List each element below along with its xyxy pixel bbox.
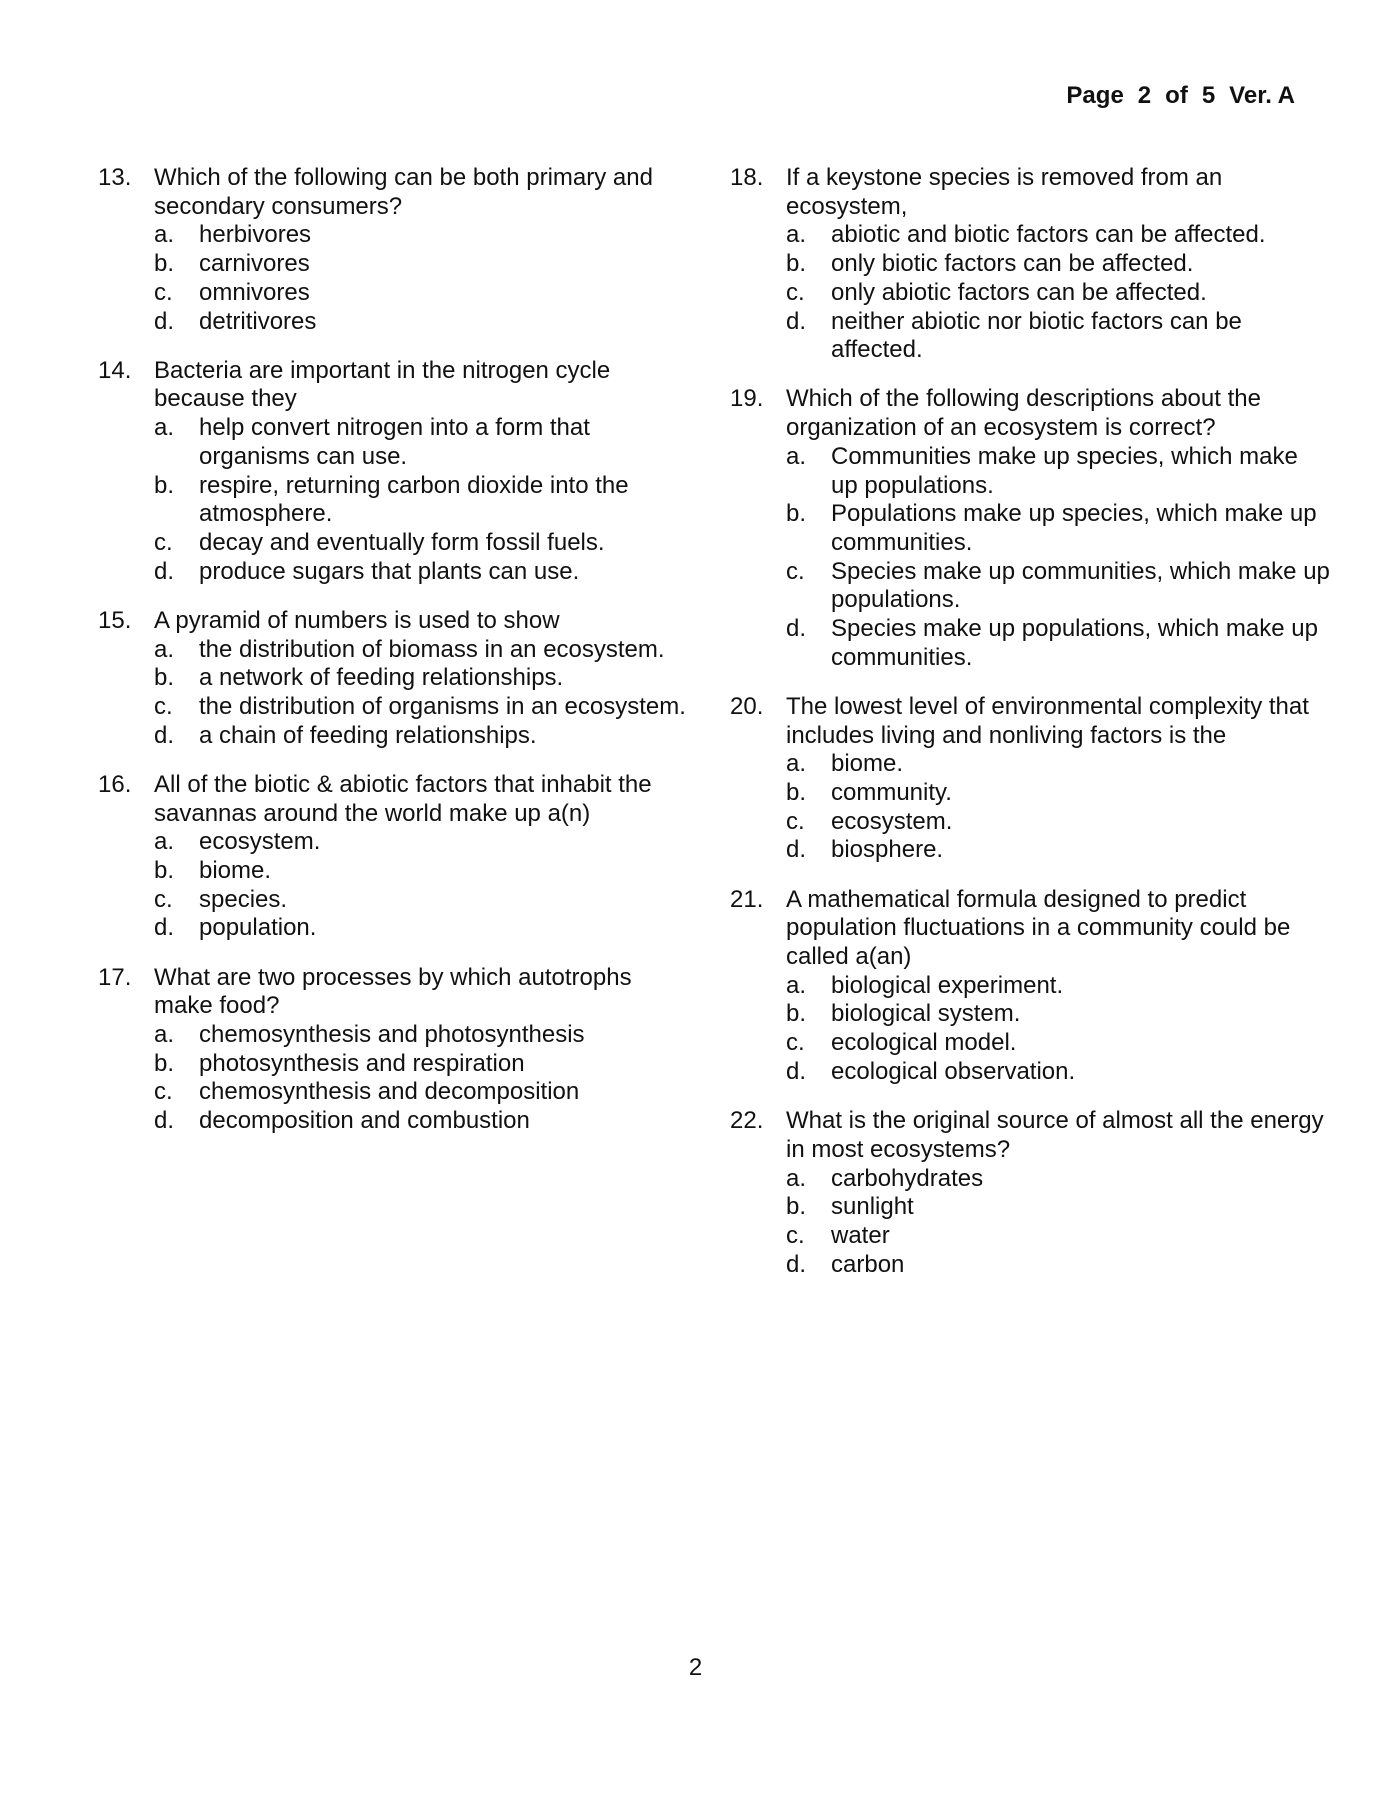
option-text: help convert nitrogen into a form that organisms can use. <box>199 414 590 470</box>
option-letter: c. <box>154 1078 173 1106</box>
option-letter: d. <box>786 1057 807 1085</box>
option-letter: a. <box>154 635 175 663</box>
answer-option <box>154 558 688 587</box>
option-text: a network of feeding relationships. <box>199 664 564 692</box>
question-text: If a keystone species is removed from an ecosystem, <box>786 164 1223 220</box>
answer-option <box>786 779 1330 808</box>
option-text: the distribution of organisms in an ecosystem. <box>199 692 686 720</box>
answer-option <box>786 1029 1330 1058</box>
answer-options <box>786 221 1330 365</box>
answer-option <box>786 615 1330 672</box>
page-header <box>1066 82 1295 110</box>
option-letter: a. <box>154 828 175 856</box>
answer-option <box>786 443 1330 500</box>
answer-option <box>786 1251 1330 1280</box>
answer-option <box>786 1222 1330 1251</box>
answer-option <box>154 914 688 943</box>
answer-option <box>154 1107 688 1136</box>
version-label: Ver. A <box>1229 82 1295 109</box>
option-text: community. <box>831 779 952 807</box>
option-letter: d. <box>154 1107 175 1135</box>
option-letter: c. <box>154 278 173 306</box>
option-letter: a. <box>786 750 807 778</box>
option-letter: c. <box>786 557 805 585</box>
question-text: All of the biotic & abiotic factors that inhabit the savannas around the world make up a(n) <box>154 770 652 827</box>
answer-option <box>786 1193 1330 1222</box>
question-number: 20. <box>730 692 764 720</box>
question-22 <box>730 1107 1330 1279</box>
question-text: Which of the following can be both primary and secondary consumers? <box>154 164 653 220</box>
option-text: water <box>831 1221 890 1249</box>
answer-option <box>154 279 688 308</box>
question-number: 19. <box>730 385 764 413</box>
answer-option <box>154 529 688 558</box>
question-text: What are two processes by which autotrophs make food? <box>154 963 632 1020</box>
question-number: 13. <box>98 164 132 191</box>
option-text: abiotic and biotic factors can be affected. <box>831 221 1266 249</box>
answer-options <box>154 221 688 336</box>
option-letter: d. <box>786 615 807 643</box>
question-18 <box>730 164 1330 365</box>
option-text: biosphere. <box>831 836 944 864</box>
option-letter: b. <box>154 471 175 499</box>
answer-options <box>786 1165 1330 1280</box>
answer-option <box>154 693 688 722</box>
option-letter: c. <box>786 1029 805 1057</box>
answer-option <box>786 558 1330 615</box>
option-text: biological system. <box>831 1000 1021 1028</box>
option-letter: a. <box>786 442 807 470</box>
answer-option <box>154 221 688 250</box>
answer-option <box>154 308 688 337</box>
answer-option <box>786 1165 1330 1194</box>
option-letter: d. <box>786 307 807 335</box>
option-text: sunlight <box>831 1193 914 1221</box>
answer-option <box>154 828 688 857</box>
question-text: What is the original source of almost all the energy in most ecosystems? <box>786 1107 1324 1163</box>
answer-option <box>786 500 1330 557</box>
option-letter: c. <box>786 278 805 306</box>
left-column <box>98 164 688 1156</box>
answer-option <box>786 221 1330 250</box>
question-number: 16. <box>98 770 132 798</box>
answer-options <box>786 972 1330 1087</box>
question-20 <box>730 693 1330 865</box>
option-text: detritivores <box>199 307 317 335</box>
option-letter: c. <box>154 885 173 913</box>
answer-option <box>786 279 1330 308</box>
option-letter: c. <box>786 807 805 835</box>
option-text: neither abiotic nor biotic factors can be affected. <box>831 307 1242 364</box>
option-letter: b. <box>786 500 807 528</box>
question-14 <box>98 357 688 587</box>
question-text: Bacteria are important in the nitrogen cycle because they <box>154 356 611 413</box>
page-number: 2 <box>1137 82 1152 109</box>
option-letter: c. <box>154 528 173 556</box>
option-text: decay and eventually form fossil fuels. <box>199 528 605 556</box>
option-text: biome. <box>831 750 904 778</box>
option-letter: b. <box>786 1193 807 1221</box>
answer-option <box>786 1000 1330 1029</box>
option-letter: c. <box>154 692 173 720</box>
total-pages: 5 <box>1201 82 1216 109</box>
answer-option <box>786 1058 1330 1087</box>
option-letter: c. <box>786 1221 805 1249</box>
question-13 <box>98 164 688 336</box>
question-16 <box>98 771 688 943</box>
answer-options <box>786 443 1330 673</box>
answer-option <box>154 857 688 886</box>
question-number: 15. <box>98 606 132 634</box>
question-19 <box>730 385 1330 672</box>
option-text: photosynthesis and respiration <box>199 1049 525 1077</box>
option-text: carnivores <box>199 250 310 278</box>
answer-option <box>154 636 688 665</box>
question-text: A mathematical formula designed to predict population fluctuations in a community could be called a(an) <box>786 885 1291 971</box>
option-text: ecosystem. <box>199 828 321 856</box>
option-text: species. <box>199 885 288 913</box>
of-word: of <box>1165 82 1188 109</box>
answer-option <box>786 972 1330 1001</box>
option-letter: a. <box>786 221 807 249</box>
answer-option <box>786 836 1330 865</box>
option-text: biological experiment. <box>831 971 1064 999</box>
option-text: omnivores <box>199 278 310 306</box>
question-17 <box>98 964 688 1136</box>
option-text: Species make up communities, which make up populations. <box>831 557 1330 614</box>
option-letter: b. <box>786 1000 807 1028</box>
answer-option <box>786 808 1330 837</box>
option-letter: b. <box>786 779 807 807</box>
option-letter: b. <box>154 856 175 884</box>
footer-page-number: 2 <box>688 1654 703 1681</box>
option-text: Populations make up species, which make up communities. <box>831 500 1317 556</box>
page-word: Page <box>1066 82 1124 109</box>
answer-options <box>154 828 688 943</box>
option-text: chemosynthesis and photosynthesis <box>199 1020 585 1048</box>
option-text: produce sugars that plants can use. <box>199 557 580 585</box>
option-text: biome. <box>199 856 272 884</box>
option-text: Species make up populations, which make up communities. <box>831 615 1318 671</box>
option-text: only abiotic factors can be affected. <box>831 278 1207 306</box>
option-letter: d. <box>154 914 175 942</box>
question-text: A pyramid of numbers is used to show <box>154 606 560 634</box>
option-text: herbivores <box>199 221 312 249</box>
answer-option <box>154 250 688 279</box>
question-number: 18. <box>730 164 764 191</box>
option-letter: d. <box>786 836 807 864</box>
option-text: ecological model. <box>831 1029 1017 1057</box>
option-letter: a. <box>786 1164 807 1192</box>
option-letter: d. <box>154 721 175 749</box>
answer-option <box>154 722 688 751</box>
option-letter: b. <box>786 250 807 278</box>
option-text: population. <box>199 914 317 942</box>
answer-option <box>786 750 1330 779</box>
answer-option <box>154 1021 688 1050</box>
option-text: chemosynthesis and decomposition <box>199 1078 580 1106</box>
option-text: only biotic factors can be affected. <box>831 250 1194 278</box>
option-text: ecosystem. <box>831 807 953 835</box>
answer-option <box>154 664 688 693</box>
answer-option <box>786 308 1330 365</box>
answer-option <box>786 250 1330 279</box>
question-number: 17. <box>98 963 132 991</box>
option-letter: a. <box>154 414 175 442</box>
answer-options <box>154 1021 688 1136</box>
answer-options <box>154 414 688 586</box>
question-number: 21. <box>730 885 764 913</box>
question-text: The lowest level of environmental complexity that includes living and nonliving factors is the <box>786 692 1309 749</box>
question-number: 14. <box>98 356 132 384</box>
answer-option <box>154 414 688 471</box>
option-text: respire, returning carbon dioxide into the atmosphere. <box>199 471 629 528</box>
question-21 <box>730 886 1330 1087</box>
answer-option <box>154 1050 688 1079</box>
option-text: a chain of feeding relationships. <box>199 721 537 749</box>
option-letter: d. <box>154 307 175 335</box>
question-number: 22. <box>730 1107 764 1135</box>
option-letter: b. <box>154 1049 175 1077</box>
option-text: carbon <box>831 1250 905 1278</box>
option-text: the distribution of biomass in an ecosystem. <box>199 635 665 663</box>
option-letter: d. <box>786 1250 807 1278</box>
answer-option <box>154 886 688 915</box>
option-text: Communities make up species, which make up populations. <box>831 442 1298 499</box>
answer-option <box>154 1078 688 1107</box>
answer-options <box>154 636 688 751</box>
option-text: ecological observation. <box>831 1057 1076 1085</box>
question-15 <box>98 607 688 751</box>
question-text: Which of the following descriptions about the organization of an ecosystem is correct? <box>786 385 1261 442</box>
answer-options <box>786 750 1330 865</box>
right-column <box>730 164 1330 1300</box>
option-letter: d. <box>154 557 175 585</box>
option-text: carbohydrates <box>831 1164 984 1192</box>
option-letter: b. <box>154 664 175 692</box>
option-letter: a. <box>786 971 807 999</box>
option-letter: a. <box>154 221 175 249</box>
option-letter: a. <box>154 1020 175 1048</box>
option-letter: b. <box>154 250 175 278</box>
option-text: decomposition and combustion <box>199 1107 530 1135</box>
answer-option <box>154 472 688 529</box>
